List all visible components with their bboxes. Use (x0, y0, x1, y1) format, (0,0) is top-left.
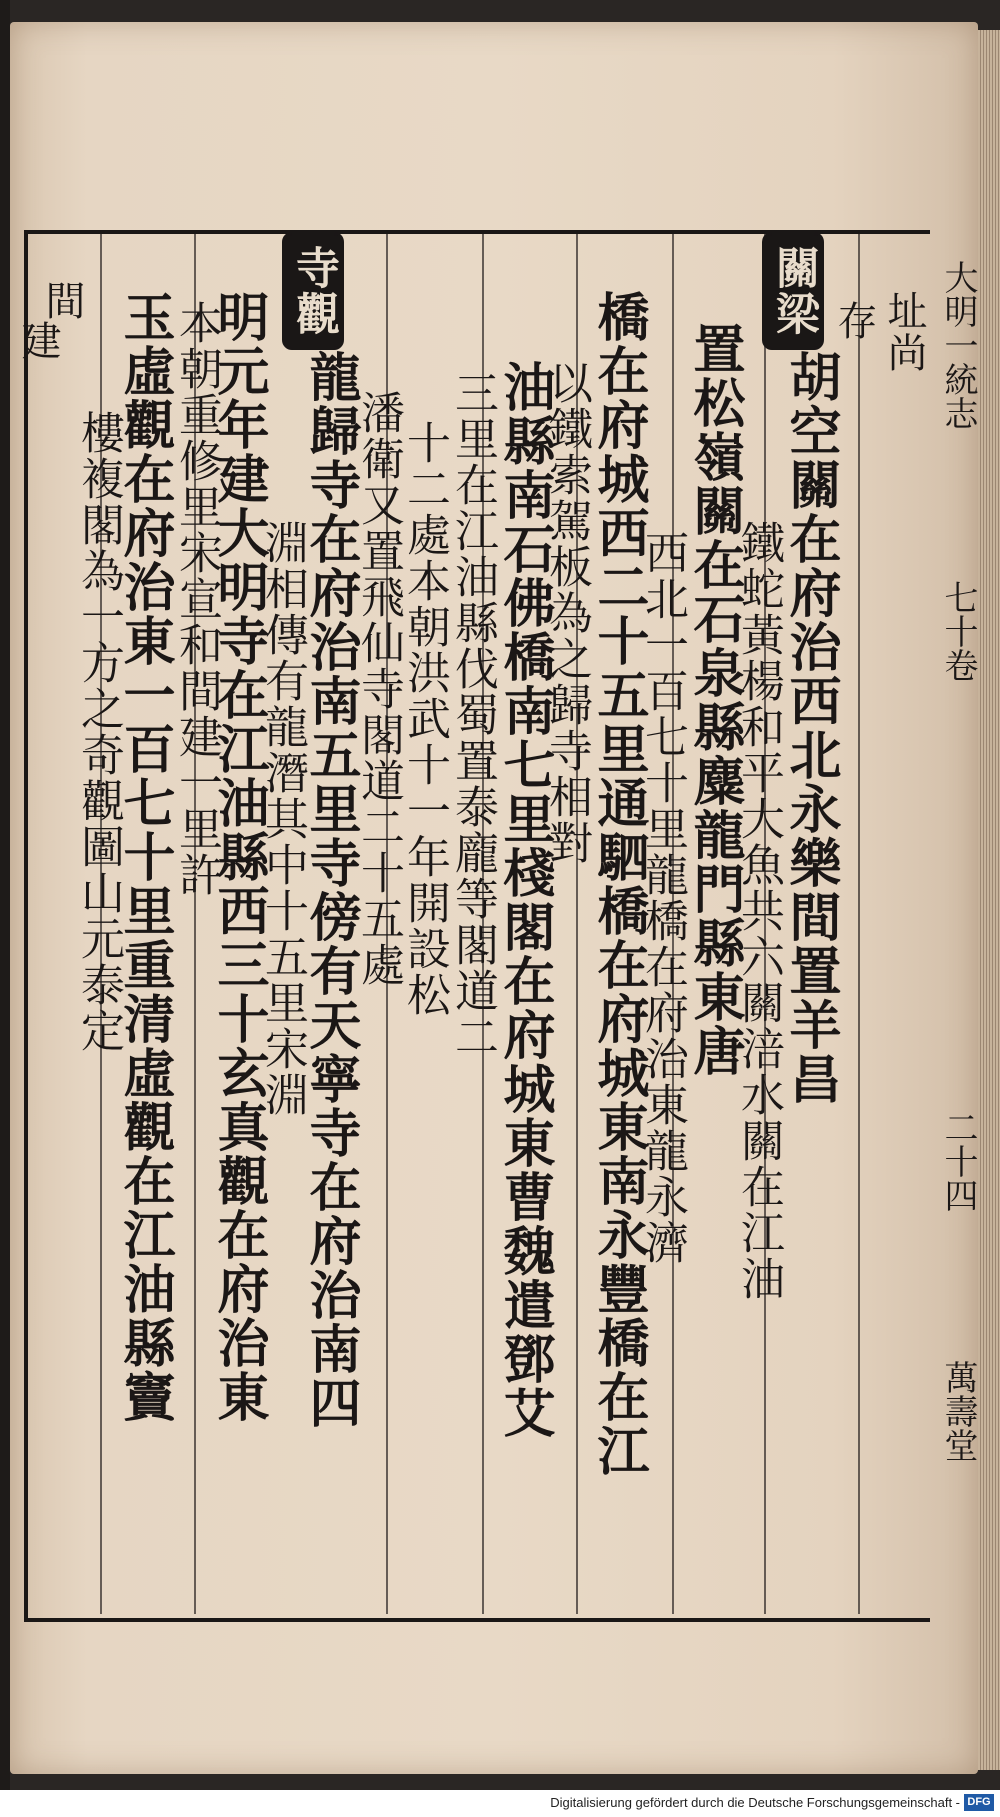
footer-credit: Digitalisierung gefördert durch die Deutsche Forschungsgemeinschaft - (550, 1795, 960, 1810)
text-column: 本朝重修里宋宣和間建一里許 (171, 300, 222, 898)
text-column: 間 (39, 280, 85, 322)
column-rule (858, 234, 860, 1614)
text-column: 樓複閣為一方之奇觀圖山元泰定 (73, 410, 124, 1054)
text-column: 十二處本朝洪武十一年開設松 (399, 420, 450, 1018)
text-column: 橋在府城西二十五里通駟橋在府城東南永豐橋在江 (588, 290, 649, 1478)
text-column: 三里在江油縣伐蜀置泰龐等閣道二 (447, 370, 498, 1060)
margin-strip (930, 230, 976, 1622)
text-column: 玉虛觀在府治東一百七十里重清虛觀在江油縣竇 (114, 290, 175, 1424)
publisher-mark: 萬壽堂 (938, 1360, 978, 1462)
text-column: 明元年建大明寺在江油縣西三十玄真觀在府治東 (208, 290, 269, 1424)
leaf-number: 二十四 (938, 1110, 978, 1212)
text-column: 址尚 (881, 290, 927, 374)
text-column: 潘衛又置飛仙寺閣道二十五處 (353, 390, 404, 988)
text-column: 置松嶺關在石泉縣麋龍門縣東唐 (684, 322, 745, 1078)
text-column: 油縣南石佛橋南七里棧閣在府城東曹魏遣鄧艾 (494, 360, 555, 1440)
text-column: 鐵蛇黃楊和平大魚共六關涪水關在江油 (733, 520, 784, 1302)
volume-number: 七十卷 (938, 580, 978, 682)
text-column: 以鐵索駕板為之歸寺相對 (541, 360, 592, 866)
text-column: 龍歸寺在府治南五里寺傍有天寧寺在府治南四 (300, 350, 361, 1430)
text-column: 建 (15, 320, 61, 362)
running-title: 大明一統志 (938, 260, 978, 430)
footer-bar (0, 1790, 1000, 1817)
section-heading-temples: 寺觀 (282, 232, 344, 350)
text-column: 西北一百七十里龍橋在府治東龍永濟 (637, 530, 688, 1266)
text-frame (15, 230, 978, 1622)
section-heading-bridges: 關梁 (762, 232, 824, 350)
book-spine-shadow (0, 0, 10, 1790)
text-column: 胡空關在府治西北永樂間置羊昌 (780, 350, 841, 1106)
text-column: 存 (831, 300, 877, 342)
dfg-logo: DFG (964, 1794, 994, 1811)
text-column: 淵相傳有龍潛其中十五里宋淵 (257, 520, 308, 1118)
